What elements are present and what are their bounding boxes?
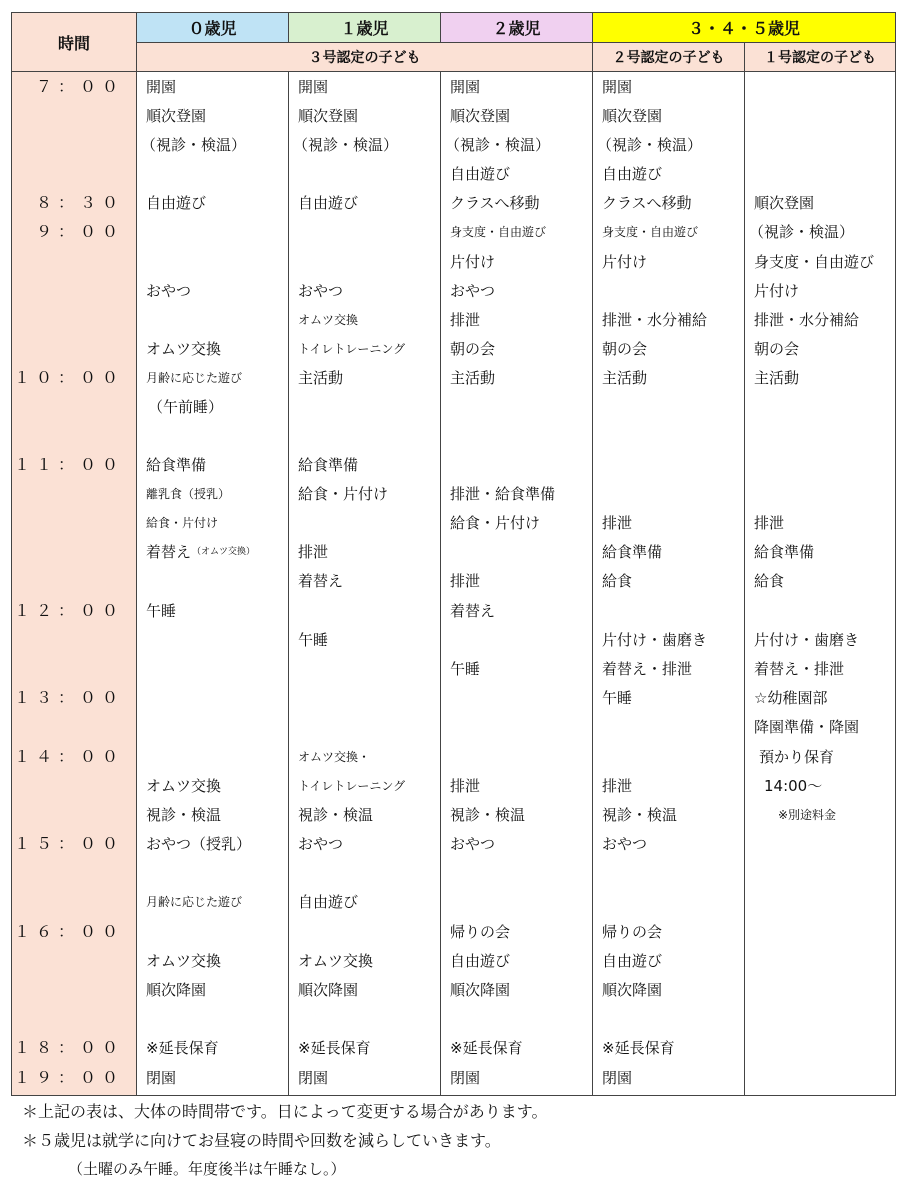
- activity: 給食準備: [754, 543, 815, 561]
- time-label: １９：００: [13, 1068, 124, 1087]
- activity: 開園: [450, 78, 481, 96]
- activity: オムツ交換: [146, 777, 222, 795]
- activity: 午睡: [450, 660, 481, 678]
- activity: 視診・検温: [602, 806, 678, 824]
- activity: 順次登園: [298, 107, 359, 125]
- activity: オムツ交換: [146, 340, 222, 358]
- activity: 預かり保育: [759, 748, 835, 766]
- activity: 身支度・自由遊び: [450, 225, 547, 239]
- activity: 着替え: [450, 602, 496, 620]
- activity: 午睡: [298, 631, 329, 649]
- activity: 朝の会: [450, 340, 496, 358]
- activity: 開園: [146, 78, 177, 96]
- activity: （視診・検温）: [141, 136, 247, 154]
- activity: オムツ交換: [298, 952, 374, 970]
- activity: 給食・片付け: [298, 485, 389, 503]
- activity: おやつ: [146, 282, 192, 300]
- activity: 帰りの会: [450, 923, 511, 941]
- activity: 順次登園: [602, 107, 663, 125]
- activity: 片付け: [450, 253, 496, 271]
- activity: 主活動: [298, 369, 344, 387]
- activity: （視診・検温）: [293, 136, 399, 154]
- header-age345: ３・４・５歳児: [593, 13, 896, 43]
- activity: 閉園: [146, 1069, 177, 1087]
- activity: 排泄・給食準備: [450, 485, 556, 503]
- activity: 朝の会: [754, 340, 800, 358]
- footnote: ＊５歳児は就学に向けてお昼寝の時間や回数を減らしていきます。: [22, 1131, 501, 1150]
- activity: 閉園: [298, 1069, 329, 1087]
- activity: 片付け・歯磨き: [602, 631, 708, 649]
- activity: おやつ: [298, 282, 344, 300]
- activity: おやつ: [298, 835, 344, 853]
- activity: 排泄・水分補給: [602, 311, 708, 329]
- activity: 自由遊び: [450, 952, 511, 970]
- activity: 着替え・排泄: [602, 660, 693, 678]
- activity: 給食・片付け: [450, 514, 541, 532]
- activity: 片付け: [602, 253, 648, 271]
- activity: 自由遊び: [602, 165, 663, 183]
- activity: 閉園: [450, 1069, 481, 1087]
- footnote: ＊上記の表は、大体の時間帯です。日によって変更する場合があります。: [22, 1102, 548, 1121]
- header-time: 時間: [12, 13, 137, 72]
- activity: （視診・検温）: [597, 136, 703, 154]
- activity: 視診・検温: [146, 806, 222, 824]
- activity: ※延長保育: [602, 1039, 675, 1057]
- activity: ※延長保育: [298, 1039, 371, 1057]
- activity: 閉園: [602, 1069, 633, 1087]
- activity: クラスへ移動: [450, 194, 540, 212]
- activity: 順次登園: [754, 194, 815, 212]
- footnotes: [22, 1097, 547, 1184]
- activity: おやつ（授乳）: [146, 835, 252, 853]
- time-label: １１：００: [13, 455, 124, 474]
- activity: 視診・検温: [298, 806, 374, 824]
- activity: 排泄: [450, 777, 481, 795]
- activity: 着替え: [146, 543, 192, 561]
- column-group1: [745, 72, 896, 1096]
- activity: 自由遊び: [298, 194, 359, 212]
- activity: 順次降園: [450, 981, 511, 999]
- column-age2: [441, 72, 593, 1096]
- activity: 排泄・水分補給: [754, 311, 860, 329]
- activity: おやつ: [450, 282, 496, 300]
- activity: 月齢に応じた遊び: [146, 371, 243, 385]
- header-age1: １歳児: [289, 13, 441, 43]
- activity: 着替え: [298, 572, 344, 590]
- activity: 自由遊び: [450, 165, 511, 183]
- time-label: １５：００: [13, 834, 124, 853]
- activity: 給食・片付け: [146, 516, 219, 530]
- activity: 給食: [602, 572, 633, 590]
- activity: （視診・検温）: [749, 223, 855, 241]
- activity: 開園: [602, 78, 633, 96]
- activity: 自由遊び: [146, 194, 207, 212]
- header-group3: ３号認定の子ども: [137, 43, 593, 72]
- activity: 帰りの会: [602, 923, 663, 941]
- activity: （視診・検温）: [445, 136, 551, 154]
- column-age1: [289, 72, 441, 1096]
- activity: 開園: [298, 78, 329, 96]
- column-group2: [593, 72, 745, 1096]
- activity: 視診・検温: [450, 806, 526, 824]
- activity-note: （オムツ交換）: [192, 547, 256, 557]
- activity: 順次降園: [298, 981, 359, 999]
- daily-schedule-table: [11, 12, 896, 1096]
- time-column: [12, 72, 137, 1096]
- activity: 自由遊び: [298, 893, 359, 911]
- activity: （午前睡）: [148, 398, 224, 416]
- activity: 14:00～: [764, 777, 823, 795]
- time-label: ９：００: [35, 222, 124, 241]
- activity: 主活動: [450, 369, 496, 387]
- time-label: １８：００: [13, 1038, 124, 1057]
- activity: ☆幼稚園部: [754, 689, 828, 707]
- activity: 給食準備: [146, 456, 207, 474]
- activity: 給食準備: [602, 543, 663, 561]
- time-label: ８：３０: [35, 193, 124, 212]
- activity: 月齢に応じた遊び: [146, 895, 243, 909]
- activity: 降園準備・降園: [754, 718, 860, 736]
- activity: オムツ交換・: [298, 750, 371, 764]
- activity: 排泄: [450, 572, 481, 590]
- footnote: （土曜のみ午睡。年度後半は午睡なし。）: [68, 1160, 346, 1178]
- header-group2: ２号認定の子ども: [593, 43, 745, 72]
- activity: 排泄: [602, 777, 633, 795]
- activity: 排泄: [298, 543, 329, 561]
- activity: ※延長保育: [450, 1039, 523, 1057]
- header-age2: ２歳児: [441, 13, 593, 43]
- activity: 給食: [754, 572, 785, 590]
- activity: 順次登園: [146, 107, 207, 125]
- time-label: １４：００: [13, 747, 124, 766]
- activity: クラスへ移動: [602, 194, 692, 212]
- activity: 順次降園: [146, 981, 207, 999]
- activity: 午睡: [146, 602, 177, 620]
- activity: 身支度・自由遊び: [754, 253, 875, 271]
- activity: 片付け: [754, 282, 800, 300]
- activity: 給食準備: [298, 456, 359, 474]
- activity: 朝の会: [602, 340, 648, 358]
- header-group1: １号認定の子ども: [745, 43, 896, 72]
- activity: 順次降園: [602, 981, 663, 999]
- activity: 主活動: [602, 369, 648, 387]
- activity: おやつ: [602, 835, 648, 853]
- activity: おやつ: [450, 835, 496, 853]
- activity: 排泄: [602, 514, 633, 532]
- time-label: １２：００: [13, 601, 124, 620]
- activity: ※別途料金: [778, 808, 837, 822]
- activity: オムツ交換: [146, 952, 222, 970]
- time-label: ７：００: [35, 77, 124, 96]
- activity: 排泄: [754, 514, 785, 532]
- column-age0: [137, 72, 289, 1096]
- activity: 片付け・歯磨き: [754, 631, 860, 649]
- activity: 離乳食（授乳）: [146, 487, 231, 501]
- header-age0: ０歳児: [137, 13, 289, 43]
- activity: 着替え・排泄: [754, 660, 845, 678]
- activity: ※延長保育: [146, 1039, 219, 1057]
- time-label: １３：００: [13, 688, 124, 707]
- time-label: １６：００: [13, 922, 124, 941]
- activity: 午睡: [602, 689, 633, 707]
- activity: 身支度・自由遊び: [602, 225, 699, 239]
- activity: トイレトレーニング: [298, 342, 406, 356]
- activity: 排泄: [450, 311, 481, 329]
- activity: オムツ交換: [298, 313, 359, 327]
- activity: 主活動: [754, 369, 800, 387]
- time-label: １０：００: [13, 368, 124, 387]
- activity: トイレトレーニング: [298, 779, 406, 793]
- activity: 順次登園: [450, 107, 511, 125]
- activity: 自由遊び: [602, 952, 663, 970]
